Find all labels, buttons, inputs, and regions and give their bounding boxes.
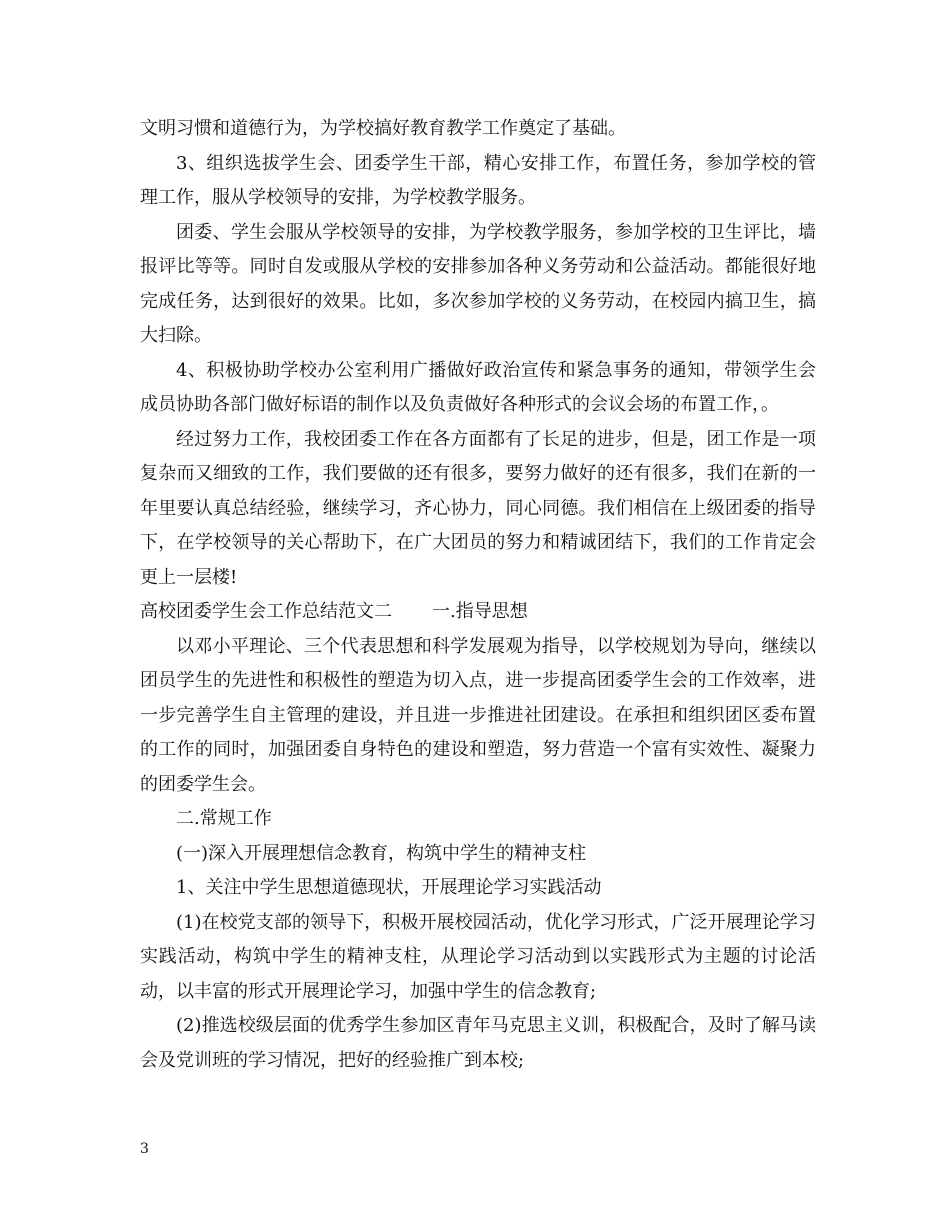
paragraph-8: (2)推选校级层面的优秀学生参加区青年马克思主义训，积极配合，及时了解马读会及党训班的学习情况，把好的经验推广到本校;: [140, 1015, 816, 1071]
section-title: 高校团委学生会工作总结范文二: [140, 601, 392, 622]
paragraph-2: 3、组织选拔学生会、团委学生干部，精心安排工作，布置任务，参加学校的管理工作，服从学校领导的安排，为学校教学服务。: [140, 152, 816, 208]
paragraph-7: (1)在校党支部的领导下，积极开展校园活动，优化学习形式，广泛开展理论学习实践活动，构筑中学生的精神支柱，从理论学习活动到以实践形式为主题的讨论活动，以丰富的形式开展理论学习，加强中学生的信念教育;: [140, 911, 816, 1002]
subheading-ideal-belief: (一)深入开展理想信念教育，构筑中学生的精神支柱: [176, 842, 587, 864]
paragraph-3: 团委、学生会服从学校领导的安排，为学校教学服务，参加学校的卫生评比，墙报评比等等。同时自发或服从学校的安排参加各种义务劳动和公益活动。都能很好地完成任务，达到很好的效果。比如，多次参加学校的义务劳动，在校园内搞卫生，搞大扫除。: [140, 221, 816, 346]
section-heading: [140, 595, 816, 630]
document-body: [140, 112, 816, 1078]
paragraph-1: 文明习惯和道德行为，为学校搞好教育教学工作奠定了基础。: [140, 118, 626, 139]
subheading-theory-practice: 1、关注中学生思想道德现状，开展理论学习实践活动: [176, 877, 602, 898]
paragraph-5: 经过努力工作，我校团委工作在各方面都有了长足的进步，但是，团工作是一项复杂而又细致的工作，我们要做的还有很多，要努力做好的还有很多，我们在新的一年里要认真总结经验，继续学习，齐心协力，同心同德。我们相信在上级团委的指导下，在学校领导的关心帮助下，在广大团员的努力和精诚团结下，我们的工作肯定会更上一层楼!: [140, 428, 816, 588]
section-first-heading: 一.指导思想: [432, 601, 528, 622]
paragraph-6: 以邓小平理论、三个代表思想和科学发展观为指导，以学校规划为导向，继续以团员学生的先进性和积极性的塑造为切入点，进一步提高团委学生会的工作效率，进一步完善学生自主管理的建设，并且进一步推进社团建设。在承担和组织团区委布置的工作的同时，加强团委自身特色的建设和塑造，努力营造一个富有实效性、凝聚力的团委学生会。: [140, 635, 816, 795]
subheading-regular-work: 二.常规工作: [176, 808, 272, 829]
paragraph-4: 4、积极协助学校办公室利用广播做好政治宣传和紧急事务的通知，带领学生会成员协助各部门做好标语的制作以及负责做好各种形式的会议会场的布置工作，。: [140, 359, 816, 415]
page-number: 3: [140, 1141, 149, 1157]
